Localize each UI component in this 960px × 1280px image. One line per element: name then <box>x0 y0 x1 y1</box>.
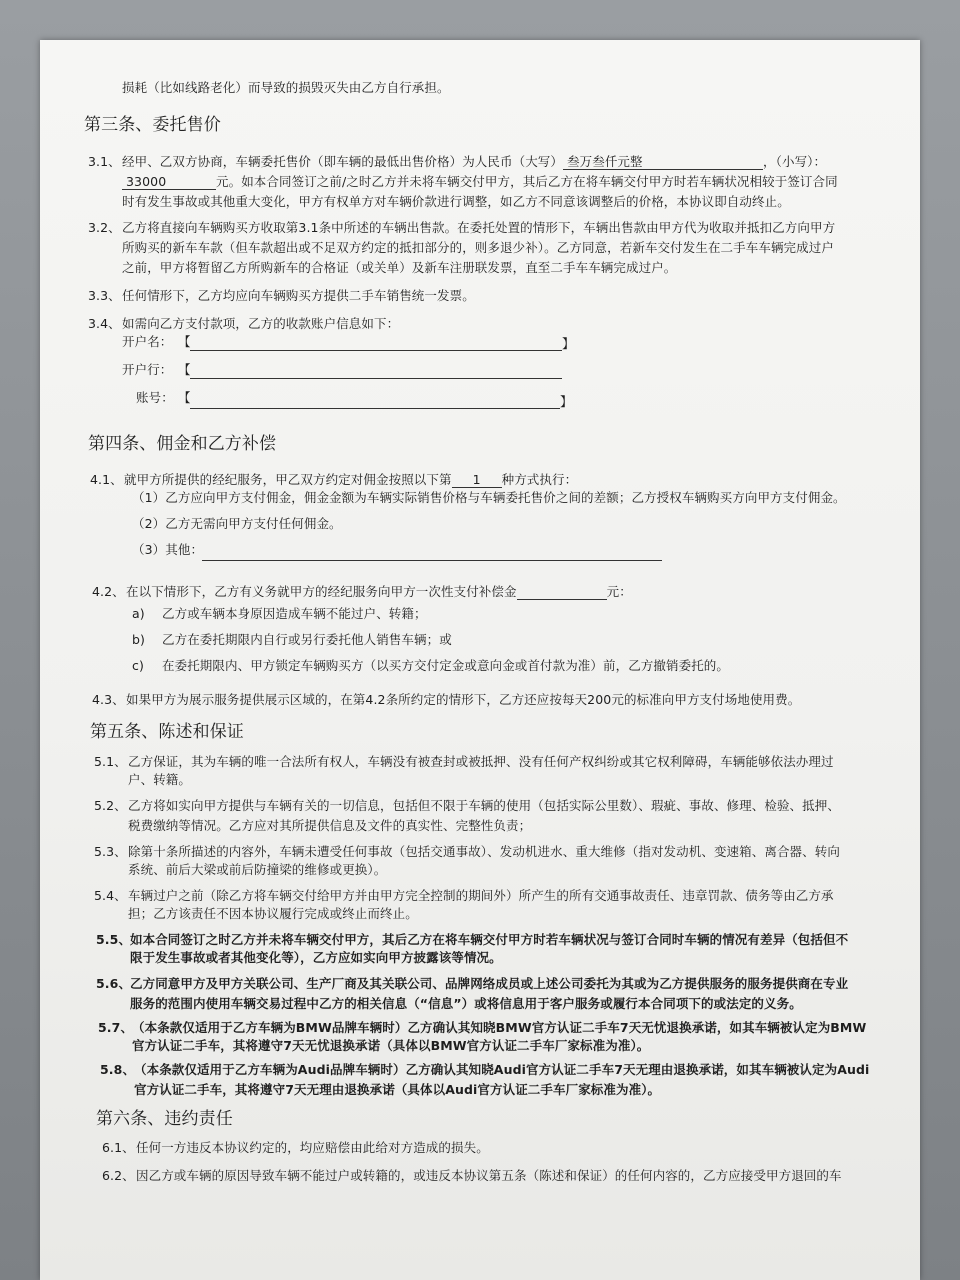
clause-5-3-number: 5.3、 <box>94 844 127 859</box>
clause-3-2-line-3: 之前，甲方将暂留乙方所购新车的合格证（或关单）及新车注册联发票，直至二手车车辆完成过户。 <box>122 260 677 275</box>
clause-6-2-line-1: 因乙方或车辆的原因导致车辆不能过户或转籍的，或违反本协议第五条（陈述和保证）的任何内容的，乙方应接受甲方退回的车 <box>136 1168 842 1183</box>
clause-3-1-text-c: 元。如本合同签订之前/之时乙方并未将车辆交付甲方，其后乙方在将车辆交付甲方时若车辆状况相较于签订合同 <box>216 174 838 189</box>
article-3-heading: 第三条、委托售价 <box>84 115 221 135</box>
clause-5-3-line-2: 系统、前后大梁或前后防撞梁的维修或更换）。 <box>128 862 387 877</box>
clause-3-4-line-1: 如需向乙方支付款项，乙方的收款账户信息如下： <box>122 316 400 331</box>
clause-4-3-line-1: 如果甲方为展示服务提供展示区域的，在第4.2条所约定的情形下，乙方还应按每天200元的标准向甲方支付场地使用费。 <box>126 692 801 707</box>
clause-5-5-line-1: 如本合同签订之时乙方并未将车辆交付甲方，其后乙方在将车辆交付甲方时若车辆状况与签订合同时车辆的情况有差异（包括但不 <box>130 932 849 947</box>
account-number-field <box>190 408 560 409</box>
clause-4-1-number: 4.1、 <box>90 472 123 487</box>
commission-choice-field: 1 <box>452 473 502 488</box>
clause-5-8-line-1: （本条款仅适用于乙方车辆为Audi品牌车辆时）乙方确认其知晓Audi官方认证二手车7天无理由退换承诺，如其车辆被认定为Audi <box>134 1062 870 1077</box>
clause-5-4-line-1: 车辆过户之前（除乙方将车辆交付给甲方并由甲方完全控制的期间外）所产生的所有交通事故责任、违章罚款、债务等由乙方承 <box>128 888 834 903</box>
clause-6-2-number: 6.2、 <box>102 1168 135 1183</box>
bank-field <box>190 378 562 379</box>
clause-3-1-text-b: ，（小写）： <box>763 154 827 169</box>
clause-3-2-line-2: 所购买的新车车款（但车款超出或不足双方约定的抵扣部分的，则多退少补）。乙方同意，若新车交付发生在二手车车辆完成过户 <box>122 240 834 255</box>
clause-6-1-number: 6.1、 <box>102 1140 135 1155</box>
bracket-close: 】 <box>562 336 575 351</box>
carryover-line: 损耗（比如线路老化）而导致的损毁灭失由乙方自行承担。 <box>122 80 450 95</box>
clause-4-2-a: 乙方或车辆本身原因造成车辆不能过户、转籍； <box>162 606 427 621</box>
clause-4-2-c-mark: c) <box>132 658 144 673</box>
clause-5-6-number: 5.6、 <box>96 976 132 991</box>
account-number-label: 账号： <box>136 390 174 405</box>
commission-option-3: （3）其他： <box>132 542 204 557</box>
clause-3-1-line-2 <box>122 174 838 190</box>
clause-4-2-number: 4.2、 <box>92 584 125 599</box>
clause-3-4-number: 3.4、 <box>88 316 121 331</box>
clause-4-2-a-mark: a) <box>132 606 145 621</box>
bracket-open: 【 <box>178 362 191 377</box>
clause-5-8-line-2: 官方认证二手车，其将遵守7天无理由退换承诺（具体以Audi官方认证二手车厂家标准为准）。 <box>134 1082 661 1097</box>
clause-5-4-number: 5.4、 <box>94 888 127 903</box>
bank-label: 开户行： <box>122 362 173 377</box>
clause-5-7-number: 5.7、 <box>98 1020 134 1035</box>
clause-5-2-line-1: 乙方将如实向甲方提供与车辆有关的一切信息，包括但不限于车辆的使用（包括实际公里数）、瑕疵、事故、修理、检验、抵押、 <box>128 798 840 813</box>
bracket-open: 【 <box>178 390 191 405</box>
account-name-label: 开户名： <box>122 334 173 349</box>
clause-4-2-b: 乙方在委托期限内自行或另行委托他人销售车辆；或 <box>162 632 452 647</box>
clause-5-8-number: 5.8、 <box>100 1062 136 1077</box>
clause-3-2-number: 3.2、 <box>88 220 121 235</box>
price-uppercase-field: 叁万叁仟元整 <box>563 155 763 170</box>
clause-4-2-b-mark: b) <box>132 632 146 647</box>
commission-option-2: （2）乙方无需向甲方支付任何佣金。 <box>132 516 342 531</box>
clause-3-2-line-1: 乙方将直接向车辆购买方收取第3.1条中所述的车辆出售款。在委托处置的情形下，车辆出售款由甲方代为收取并抵扣乙方向甲方 <box>122 220 836 235</box>
clause-4-1-text-b: 种方式执行： <box>501 472 578 487</box>
clause-5-1-number: 5.1、 <box>94 754 127 769</box>
clause-5-5-number: 5.5、 <box>96 932 132 947</box>
clause-4-2-c: 在委托期限内、甲方锁定车辆购买方（以买方交付定金或意向金或首付款为准）前，乙方撤销委托的。 <box>162 658 730 673</box>
clause-5-6-line-2: 服务的范围内使用车辆交易过程中乙方的相关信息（“信息”）或将信息用于客户服务或履行本合同项下的或法定的义务。 <box>130 996 802 1011</box>
article-6-heading: 第六条、违约责任 <box>96 1109 233 1129</box>
article-4-heading: 第四条、佣金和乙方补偿 <box>88 434 277 454</box>
clause-4-2-text-b: 元： <box>606 584 632 599</box>
clause-5-7-line-1: （本条款仅适用于乙方车辆为BMW品牌车辆时）乙方确认其知晓BMW官方认证二手车7天无忧退换承诺，如其车辆被认定为BMW <box>132 1020 867 1035</box>
clause-3-3-line-1: 任何情形下，乙方均应向车辆购买方提供二手车销售统一发票。 <box>122 288 475 303</box>
clause-3-1-line-1 <box>122 154 826 170</box>
clause-3-1-number: 3.1、 <box>88 154 121 169</box>
clause-5-5-line-2: 限于发生事故或者其他变化等），乙方应如实向甲方披露该等情况。 <box>130 950 502 965</box>
clause-5-2-line-2: 税费缴纳等情况。乙方应对其所提供信息及文件的真实性、完整性负责； <box>128 818 532 833</box>
bracket-close: 】 <box>560 394 573 409</box>
article-5-heading: 第五条、陈述和保证 <box>90 722 244 742</box>
bracket-open: 【 <box>178 334 191 349</box>
clause-5-4-line-2: 担；乙方该责任不因本协议履行完成或终止而终止。 <box>128 906 418 921</box>
clause-5-2-number: 5.2、 <box>94 798 127 813</box>
clause-4-1-text-a: 就甲方所提供的经纪服务，甲乙双方约定对佣金按照以下第 <box>124 472 452 487</box>
clause-5-3-line-1: 除第十条所描述的内容外，车辆未遭受任何事故（包括交通事故）、发动机进水、重大维修（指对发动机、变速箱、离合器、转向 <box>128 844 840 859</box>
compensation-amount-field <box>517 585 607 600</box>
account-name-field <box>190 350 562 351</box>
price-lowercase-field: 33000 <box>122 175 216 190</box>
commission-option-1: （1）乙方应向甲方支付佣金，佣金金额为车辆实际销售价格与车辆委托售价之间的差额；乙方授权车辆购买方向甲方支付佣金。 <box>132 490 846 505</box>
clause-5-1-line-2: 户、转籍。 <box>128 772 192 787</box>
clause-5-1-line-1: 乙方保证，其为车辆的唯一合法所有权人，车辆没有被查封或被抵押、没有任何产权纠纷或其它权利障碍，车辆能够依法办理过 <box>128 754 834 769</box>
clause-3-1-line-3: 时有发生事故或其他重大变化，甲方有权单方对车辆价款进行调整，如乙方不同意该调整后的价格，本协议即自动终止。 <box>122 194 790 209</box>
clause-3-3-number: 3.3、 <box>88 288 121 303</box>
clause-4-1-line-1 <box>124 472 577 488</box>
contract-page <box>40 40 920 1280</box>
clause-5-7-line-2: 官方认证二手车，其将遵守7天无忧退换承诺（具体以BMW官方认证二手车厂家标准为准）。 <box>132 1038 650 1053</box>
clause-5-6-line-1: 乙方同意甲方及甲方关联公司、生产厂商及其关联公司、品牌网络成员或上述公司委托为其或为乙方提供服务的服务提供商在专业 <box>130 976 849 991</box>
other-option-field <box>202 560 662 561</box>
clause-6-1-line-1: 任何一方违反本协议约定的，均应赔偿由此给对方造成的损失。 <box>136 1140 489 1155</box>
clause-4-2-text-a: 在以下情形下，乙方有义务就甲方的经纪服务向甲方一次性支付补偿金 <box>126 584 517 599</box>
clause-4-3-number: 4.3、 <box>92 692 125 707</box>
clause-3-1-text-a: 经甲、乙双方协商，车辆委托售价（即车辆的最低出售价格）为人民币（大写） <box>122 154 564 169</box>
clause-4-2-line-1 <box>126 584 632 600</box>
